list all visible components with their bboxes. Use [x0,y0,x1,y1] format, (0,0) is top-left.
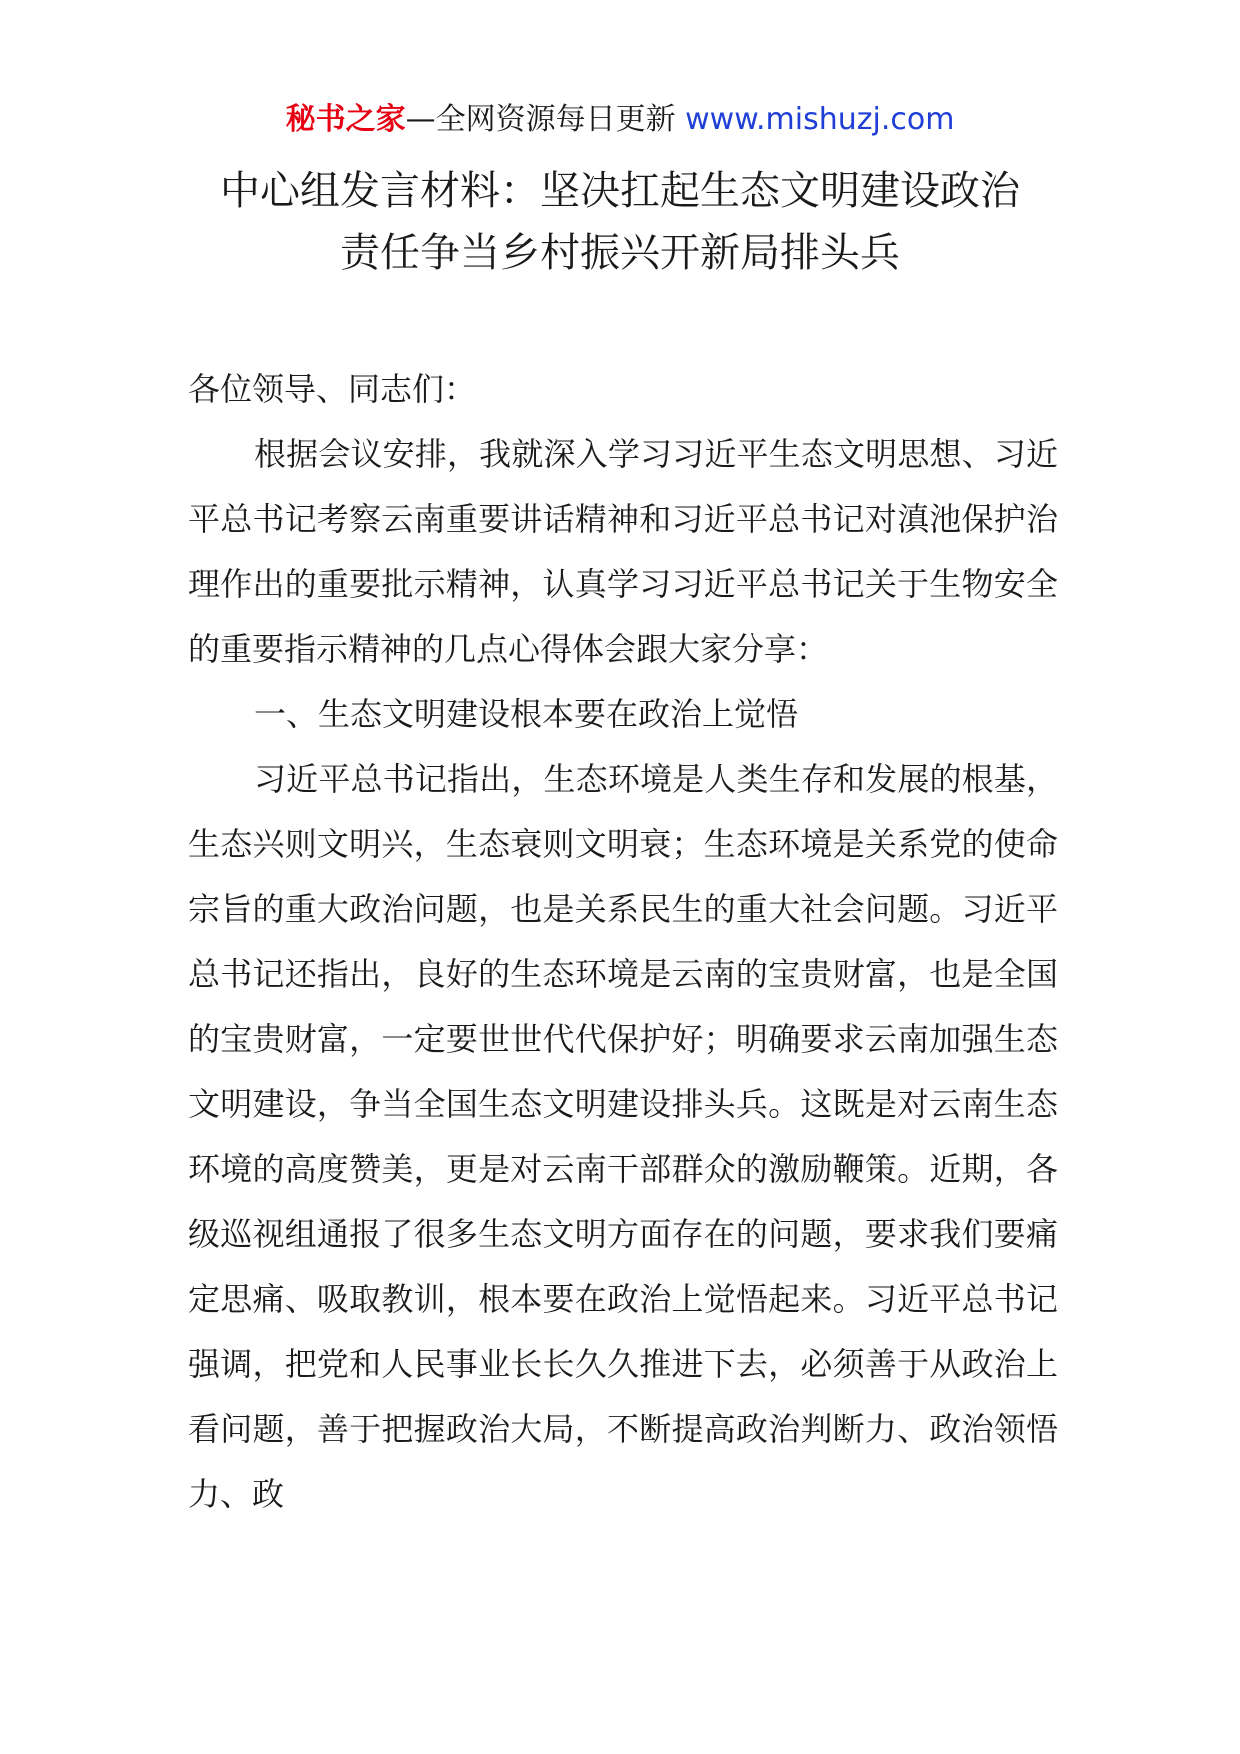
brand-name: 秘书之家 [285,102,406,137]
document-title-line-2: 责任争当乡村振兴开新局排头兵 [340,230,900,276]
site-header [0,100,1240,140]
paragraph-intro: 根据会议安排，我就深入学习习近平生态文明思想、习近平总书记考察云南重要讲话精神和习近平总书记对滇池保护治理作出的重要批示精神，认真学习习近平总书记关于生物安全的重要指示精神的几点心得体会跟大家分享： [188,435,1058,668]
salutation: 各位领导、同志们： [188,370,477,408]
document-title-line-1: 中心组发言材料：坚决扛起生态文明建设政治 [220,168,1020,214]
document-body [188,357,1058,1527]
section-heading-1: 一、生态文明建设根本要在政治上觉悟 [254,695,799,733]
document-title [160,160,1080,284]
site-url-link[interactable]: www.mishuzj.com [685,102,955,137]
paragraph-section-1: 习近平总书记指出，生态环境是人类生存和发展的根基，生态兴则文明兴，生态衰则文明衰；生态环境是关系党的使命宗旨的重大政治问题，也是关系民生的重大社会问题。习近平总书记还指出，良好的生态环境是云南的宝贵财富，也是全国的宝贵财富，一定要世世代代保护好；明确要求云南加强生态文明建设，争当全国生态文明建设排头兵。这既是对云南生态环境的高度赞美，更是对云南干部群众的激励鞭策。近期，各级巡视组通报了很多生态文明方面存在的问题，要求我们要痛定思痛、吸取教训，根本要在政治上觉悟起来。习近平总书记强调，把党和人民事业长长久久推进下去，必须善于从政治上看问题，善于把握政治大局，不断提高政治判断力、政治领悟力、政 [188,760,1058,1513]
header-tagline: —全网资源每日更新 [405,102,686,137]
